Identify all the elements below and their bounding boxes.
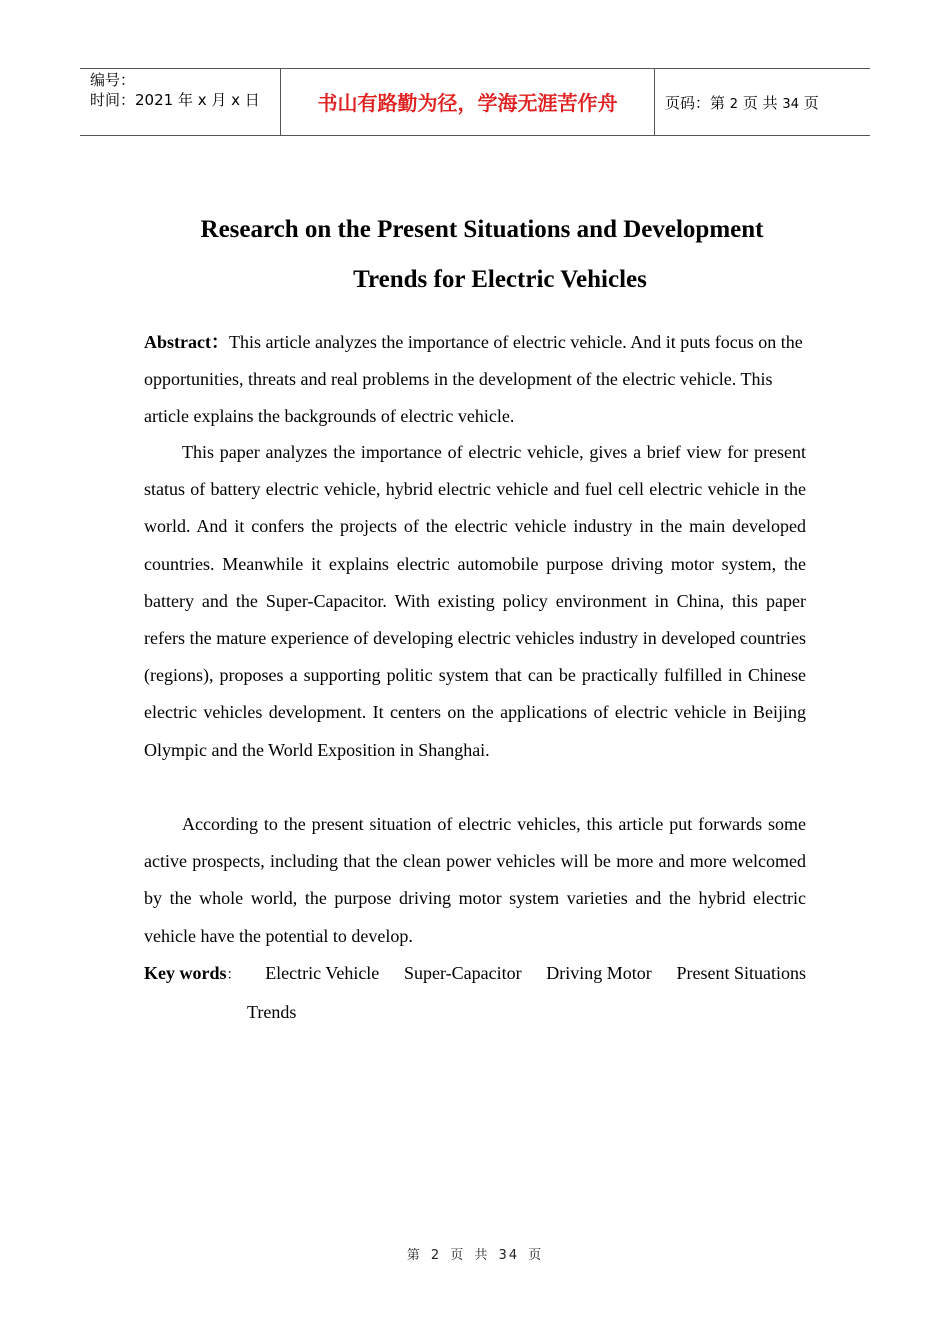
page-header — [80, 68, 870, 136]
abstract — [144, 324, 804, 436]
page-total: 34 — [782, 97, 799, 112]
page-footer: 第 2 页 共 34 页 — [406, 1248, 544, 1263]
page-suffix: 页 — [803, 94, 819, 112]
page-prefix: 页码：第 — [665, 94, 726, 112]
header-meta-cell — [80, 69, 281, 135]
keywords-heading — [144, 955, 241, 994]
document-title-line-1: Research on the Present Situations and Development — [200, 216, 764, 243]
page-mid: 页 共 — [742, 94, 778, 112]
abstract-label: Abstract： — [144, 332, 229, 352]
header-motto-cell — [281, 69, 655, 135]
abstract-text: This article analyzes the importance of electric vehicle. And it puts focus on the opportunities, threats and real problems in the development of the electric vehicle. This article explains the backgrounds of electric vehicle. — [144, 332, 803, 427]
body-paragraph-1: This paper analyzes the importance of electric vehicle, gives a brief view for present status of battery electric vehicle, hybrid electric vehicle and fuel cell electric vehicle in the world. And it confers the projects of the electric vehicle industry in the main developed countries. Meanwhile it explains electric automobile purpose driving motor system, the battery and the Super-Capacitor. With existing policy environment in China, this paper refers the mature experience of developing electric vehicles industry in developed countries (regions), proposes a supporting politic system that can be practically fulfilled in Chinese electric vehicles development. It centers on the applications of electric vehicle in Beijing Olympic and the World Exposition in Shanghai. — [144, 442, 806, 760]
document-title-line-2: Trends for Electric Vehicles — [353, 266, 647, 293]
keyword-item: Driving Motor — [546, 963, 652, 983]
header-page-indicator — [665, 93, 819, 115]
body-paragraph-2: According to the present situation of electric vehicles, this article put forwards some active prospects, including that the clean power vehicles will be more and more welcomed by the whole world, the purpose driving motor system varieties and the hybrid electric vehicle have the potential to develop. — [144, 814, 806, 946]
document-time-label: 时间：2021 年 x 月 x 日 — [90, 91, 260, 109]
header-page-cell — [655, 69, 870, 135]
document-number-label: 编号： — [90, 71, 136, 89]
header-motto: 书山有路勤为径，学海无涯苦作舟 — [317, 91, 618, 115]
keywords-row-continued — [144, 994, 806, 1031]
keywords-label: Key words — [144, 963, 227, 983]
keywords-row — [144, 955, 806, 994]
keyword-item: Super-Capacitor — [403, 963, 522, 983]
keyword-item: Electric Vehicle — [265, 963, 380, 983]
keyword-item: Present Situations — [676, 963, 806, 983]
keyword-item: Trends — [247, 1002, 297, 1023]
keywords-separator: ： — [226, 967, 241, 983]
page-current: 2 — [729, 97, 739, 112]
keywords — [144, 955, 806, 1031]
